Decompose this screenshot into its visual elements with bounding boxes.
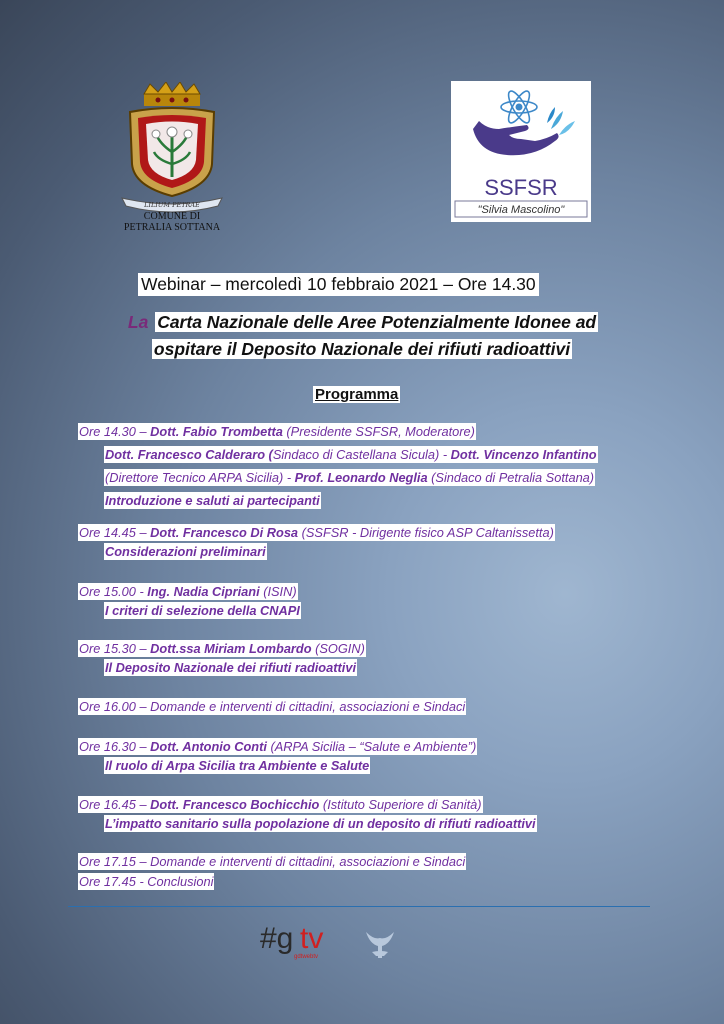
program-item-1430: Ore 14.30 – Dott. Fabio Trombetta (Presidente SSFSR, Moderatore)	[79, 424, 475, 439]
program-item-1600: Ore 16.00 – Domande e interventi di cittadini, associazioni e Sindaci	[79, 699, 466, 714]
program-item-1745: Ore 17.45 - Conclusioni	[79, 874, 214, 889]
gtv-small: gdtwebtv	[294, 954, 319, 960]
program-topic-1530: Il Deposito Nazionale dei rifiuti radioattivi	[105, 660, 356, 675]
program-item-1445: Ore 14.45 – Dott. Francesco Di Rosa (SSFSR - Dirigente fisico ASP Caltanissetta)	[79, 525, 554, 540]
webinar-date-line: Webinar – mercoledì 10 febbraio 2021 – Ore 14.30	[138, 273, 539, 296]
program-topic-1500: I criteri di selezione della CNAPI	[105, 603, 300, 618]
program-item-1715: Ore 17.15 – Domande e interventi di cittadini, associazioni e Sindaci	[79, 854, 466, 869]
title-text-1: Carta Nazionale delle Aree Potenzialmente Idonee ad	[157, 312, 597, 332]
bird-icon	[366, 932, 394, 958]
title-la: La	[127, 312, 149, 332]
title-line-2	[0, 339, 724, 360]
ssfsr-logo	[451, 81, 591, 222]
comune-crest-logo	[100, 82, 260, 232]
program-topic-1645: L’impatto sanitario sulla popolazione di un deposito di rifiuti radioattivi	[105, 816, 536, 831]
program-item-1500: Ore 15.00 - Ing. Nadia Cipriani (ISIN)	[79, 584, 297, 599]
program-topic-1630: Il ruolo di Arpa Sicilia tra Ambiente e Salute	[105, 758, 370, 773]
title-line-1	[0, 312, 724, 333]
program-item-1430-speakers-b: (Direttore Tecnico ARPA Sicilia) - Prof. Leonardo Neglia (Sindaco di Petralia Sottana)	[105, 470, 595, 485]
title-text-2: ospitare il Deposito Nazionale dei rifiuti radioattivi	[153, 339, 571, 359]
program-item-1530: Ore 15.30 – Dott.ssa Miriam Lombardo (SOGIN)	[79, 641, 365, 656]
footer-divider	[68, 906, 650, 907]
program-item-1645: Ore 16.45 – Dott. Francesco Bochicchio (Istituto Superiore di Sanità)	[79, 797, 482, 812]
gtv-tv: tv	[300, 922, 324, 955]
crest-line2: PETRALIA SOTTANA	[123, 222, 221, 232]
programma-heading: Programma	[315, 386, 399, 403]
program-topic-1430: Introduzione e saluti ai partecipanti	[105, 493, 320, 508]
ssfsr-name: SSFSR	[484, 175, 558, 200]
crest-motto: LILIUM PETRAE	[144, 201, 200, 209]
program-item-1630: Ore 16.30 – Dott. Antonio Conti (ARPA Sicilia – “Salute e Ambiente”)	[79, 739, 477, 754]
gtv-hash: #g	[260, 922, 294, 955]
program-topic-1445: Considerazioni preliminari	[105, 544, 266, 559]
ssfsr-subtitle: "Silvia Mascolino"	[477, 204, 565, 216]
crest-line1: COMUNE DI	[143, 211, 201, 222]
gtv-logo	[258, 918, 418, 968]
program-item-1430-speakers-a: Dott. Francesco Calderaro (Sindaco di Castellana Sicula) - Dott. Vincenzo Infantino	[105, 447, 597, 462]
